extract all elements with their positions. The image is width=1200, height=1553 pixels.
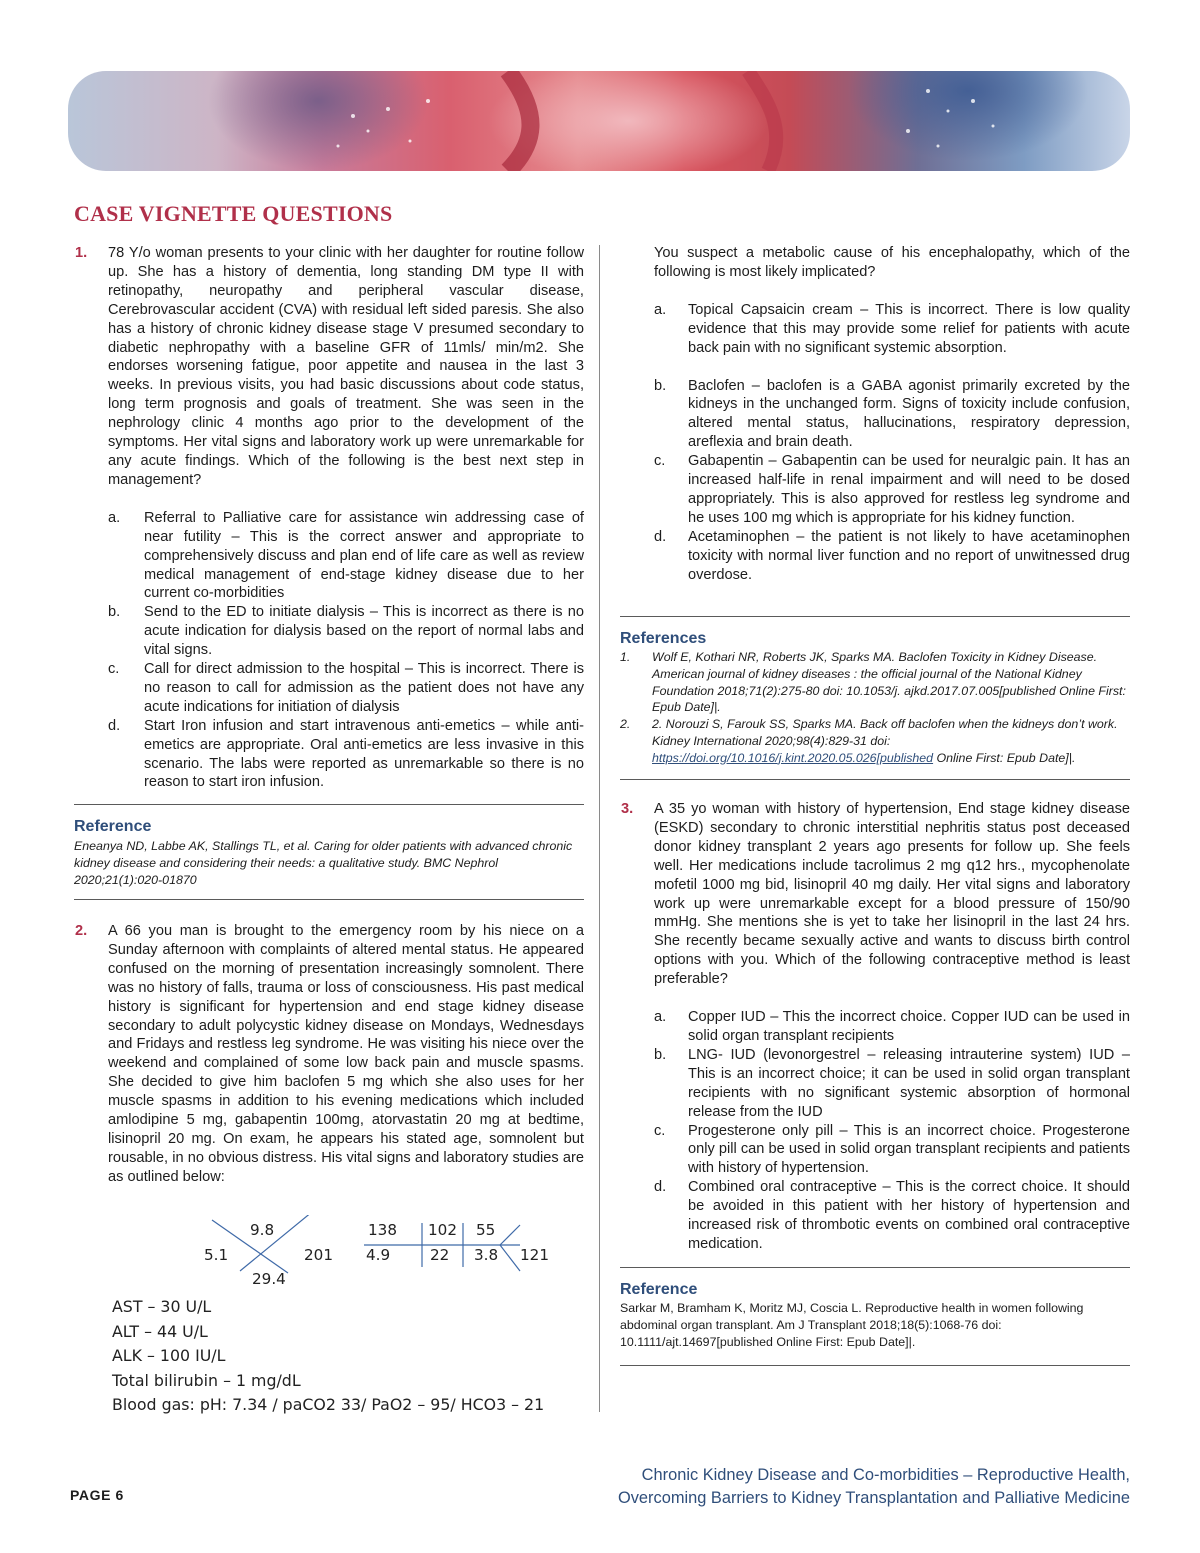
reference-heading: Reference (620, 1281, 698, 1298)
answer-option: c. Progesterone only pill – This is an incorrect choice. Progesterone only pill can be used in solid organ transplant recipients and patients with history of hypertension. (654, 1122, 1130, 1177)
question-number: 3. (621, 801, 634, 817)
answer-option: b. LNG- IUD (levonorgestrel – releasing intrauterine system) IUD – This is an incorrect choice; it can be used in solid organ transplant recipients with no significant systemic absorption of hormonal release from the IUD (654, 1046, 1130, 1120)
question-number: 2. (75, 923, 88, 939)
divider-rule (620, 1365, 1130, 1366)
lab-bun: 55 (476, 1221, 496, 1239)
answer-option: b. Baclofen – baclofen is a GABA agonist primarily excreted by the kidneys in the unchanged form. Signs of toxicity include confusion, altered mental status, hallucinations, respiratory depression, areflexia and brain death. (654, 377, 1130, 451)
answer-options (654, 301, 1130, 585)
answer-option: d. Start Iron infusion and start intravenous anti-emetics – while anti-emetics are appropriate. Oral anti-emetics are less invasive in this scenario. The labs were reported as unremarkable so there is no reason to start iron infusion. (108, 717, 584, 791)
reference-item: 1. Wolf E, Kothari NR, Roberts JK, Sparks MA. Baclofen Toxicity in Kidney Disease. American journal of kidney diseases : the official journal of the National Kidney Foundation 2018;71(2):275-80 doi: 10.1053/j. ajkd.2017.07.005[published Online First: Epub Date]|. (620, 650, 1126, 715)
answer-options (654, 1008, 1130, 1254)
answer-option: a. Referral to Palliative care for assistance win addressing case of near futility – This is the correct answer and appropriate to comprehensively discuss and plan end of life care as well as review medical management of end-stage kidney disease due to her current co-morbidities (108, 509, 584, 602)
lab-sodium: 138 (368, 1221, 397, 1239)
lab-line: ALT – 44 U/L (112, 1321, 208, 1341)
lab-results (110, 1215, 590, 1415)
footer-title-line: Chronic Kidney Disease and Co-morbidities – Reproductive Health, (641, 1466, 1130, 1484)
answer-options (108, 509, 584, 793)
lab-glucose: 121 (520, 1246, 549, 1264)
page-number: PAGE 6 (70, 1487, 124, 1503)
lab-line: Blood gas: pH: 7.34 / paCO2 33/ PaO2 – 95/ HCO3 – 21 (112, 1395, 545, 1414)
references-heading: References (620, 630, 707, 647)
divider-rule (74, 804, 584, 805)
answer-option: c. Gabapentin – Gabapentin can be used for neuralgic pain. It has an increased half-life in renal impairment and will need to be dosed appropriately. This is also approved for restless leg syndrome and he uses 100 mg which is appropriate for his kidney function. (654, 453, 1130, 526)
footer-title-line: Overcoming Barriers to Kidney Transplantation and Palliative Medicine (617, 1488, 1130, 1507)
answer-option: a. Topical Capsaicin cream – This is incorrect. There is low quality evidence that this may provide some relief for patients with acute back pain with no significant systemic absorption. (654, 301, 1130, 356)
reference-text: Sarkar M, Bramham K, Moritz MJ, Coscia L. Reproductive health in women following abdominal organ transplant. Am J Transplant 2018;18(5):1068-76 doi: 10.1111/ajt.14697[published Online First: Epub Date]|. (620, 1301, 1084, 1349)
lab-platelets: 201 (304, 1246, 333, 1264)
section-title: CASE VIGNETTE QUESTIONS (74, 201, 393, 226)
answer-option: d. Combined oral contraceptive – This is the correct choice. It should be avoided in this patient with her history of hypertension and increased risk of thrombotic events on combined oral contraceptive medication. (654, 1179, 1130, 1252)
lab-hematocrit: 29.4 (252, 1270, 286, 1288)
answer-option: c. Call for direct admission to the hospital – This is incorrect. There is no reason to call for admission as the patient does not have any acute indications for initiation of dialysis (108, 661, 584, 715)
doi-link[interactable]: https://doi.org/10.1016/j.kint.2020.05.026[published (652, 750, 934, 765)
answer-option: d. Acetaminophen – the patient is not likely to have acetaminophen toxicity with normal liver function and no report of unwitnessed drug overdose. (654, 528, 1130, 583)
answer-option: b. Send to the ED to initiate dialysis – This is incorrect as there is no acute indication for dialysis based on the report of normal labs and vital signs. (108, 604, 584, 659)
divider-rule (620, 779, 1130, 780)
reference-heading: Reference (74, 818, 152, 835)
question-stem: A 66 you man is brought to the emergency room by his niece on a Sunday afternoon with complaints of altered mental status. He appeared confused on the morning of presentation increasingly somnolent. There was no history of falls, trauma or loss of consciousness. His past medical history is significant for hypertension and end stage kidney disease secondary to adult polycystic kidney disease on Mondays, Wednesdays and Fridays and restless leg syndrome. He was visiting his niece over the weekend and complained of some low back pain and muscle spasms. She decided to give him baclofen 5 mg which she also uses for her muscle spasms in addition to his evening medications which included amlodipine 5 mg, gabapentin 100mg, atorvastatin 20 mg at bedtime, lisinopril 20 mg. On exam, he appears his stated age, somnolent but rousable, in no obvious distress. His vital signs and laboratory studies are as outlined below: (108, 923, 584, 1185)
question-2 (75, 922, 584, 1187)
divider-rule (620, 616, 1130, 617)
lab-fishbone-lines (110, 1215, 590, 1295)
header-banner-image (68, 71, 1130, 171)
question-stem: 78 Y/o woman presents to your clinic with her daughter for routine follow up. She has a history of dementia, long standing DM type II with retinopathy, neuropathy and peripheral vascular disease, Cerebrovascular accident (CVA) with residual left sided paresis. She also has a history of chronic kidney disease stage V presumed secondary to diabetic nephropathy with a baseline GFR of 11mls/ min/m2. She endorses worsening fatigue, poor appetite and nausea in the last 3 weeks. In previous visits, you had basic discussions about code status, long term prognosis and goals of treatment. She was seen in the nephrology clinic 4 months ago prior to the development of the symptoms. Her vital signs and laboratory work up were unremarkable for any acute findings. Which of the following is the best next step in management? (108, 245, 584, 488)
lab-creatinine: 3.8 (474, 1246, 499, 1264)
question-stem: A 35 yo woman with history of hypertension, End stage kidney disease (ESKD) secondary to chronic interstitial nephritis status post deceased donor kidney transplant 2 years ago presents for follow up. She feels well. Her medications include tacrolimus 2 mg q12 hrs., mycophenolate mofetil 1000 mg bid, lisinopril 40 mg daily. Her vital signs and laboratory work up were unremarkable except for a blood pressure of 150/90 mmHg. She mentions she is yet to take her lisinopril in the last 24 hrs. She recently became sexually active and wants to discuss birth control options with you. Which of the following contraceptive method is least preferable? (654, 801, 1130, 988)
lab-wbc: 5.1 (204, 1246, 229, 1264)
question-prompt: You suspect a metabolic cause of his encephalopathy, which of the following is most likely implicated? (654, 245, 1130, 280)
reference-item: 2. 2. Norouzi S, Farouk SS, Sparks MA. Back off baclofen when the kidneys don’t work. Kidney International 2020;98(4):829-31 doi: https://doi.org/10.1016/j.kint.2020.05.026[published Online First: Epub Date]|. (620, 717, 1118, 765)
lab-bicarbonate: 22 (430, 1246, 450, 1264)
reference-text: Eneanya ND, Labbe AK, Stallings TL, et al. Caring for older patients with advanced chronic kidney disease and considering their needs: a qualitative study. BMC Nephrol 2020;21(1):020-01870 (74, 839, 573, 887)
divider-rule (620, 1267, 1130, 1268)
answer-option: a. Copper IUD – This the incorrect choice. Copper IUD can be used in solid organ transplant recipients (654, 1009, 1130, 1044)
divider-rule (74, 899, 584, 900)
question-number: 1. (75, 245, 88, 261)
column-divider (599, 245, 600, 1412)
lab-list (112, 1295, 544, 1418)
lab-potassium: 4.9 (366, 1246, 391, 1264)
lab-chloride: 102 (428, 1221, 457, 1239)
question-2-continued (654, 244, 1130, 585)
footer-title (530, 1464, 1130, 1509)
question-3 (621, 800, 1130, 1254)
reference-list (620, 649, 1130, 767)
lab-hemoglobin: 9.8 (250, 1221, 275, 1239)
lab-line: Total bilirubin – 1 mg/dL (112, 1370, 301, 1390)
lab-line: ALK – 100 IU/L (112, 1346, 226, 1365)
lab-line: AST – 30 U/L (112, 1297, 212, 1316)
banner-artwork (68, 71, 1130, 171)
question-1 (75, 244, 584, 792)
